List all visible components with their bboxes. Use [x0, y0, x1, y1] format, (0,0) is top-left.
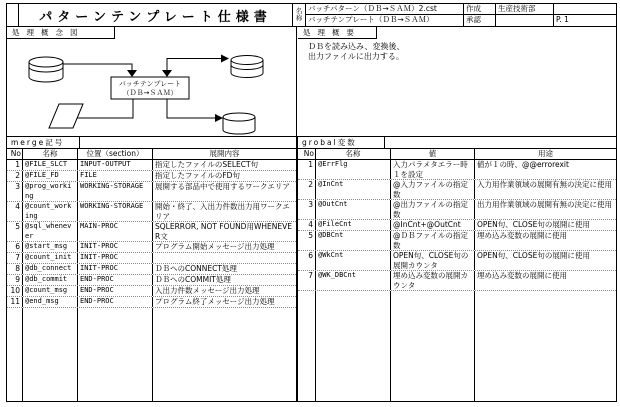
merge_table-cell-section: WORKING-STORAGE — [78, 202, 153, 221]
merge_table-cell-content: ＤＢへのCOMMIT処理 — [155, 275, 231, 284]
global_table-cell-usage: 入力用作業領域の展開有無の決定に使用 — [477, 180, 612, 189]
merge_table-cell-content: 開始・終了、入出力件数出力用ワークエリア — [155, 202, 290, 221]
table-row — [7, 160, 296, 171]
concept-section-label: 処理概念図 — [7, 27, 115, 39]
spec-sheet-page — [6, 3, 617, 402]
merge_table-cell-no: 9 — [7, 275, 23, 285]
overview-line-2: 出力ファイルに出力する。 — [308, 51, 404, 61]
global_table-cell-name: @FileCnt — [316, 220, 391, 230]
merge_table-cell-section: MAIN-PROC — [78, 222, 153, 241]
merge_table-cell-name: @FILE_FD — [23, 171, 78, 181]
global_table-cell-name: @InCnt — [316, 180, 391, 199]
empty-cell — [316, 291, 391, 401]
global_table-cell-no: 7 — [298, 271, 316, 290]
approved-value — [496, 15, 553, 26]
name-label-cell — [293, 4, 306, 26]
flow-diagram — [7, 27, 297, 136]
page-number: P. 1 — [556, 15, 569, 24]
global_table-cell-value: @InCnt+@OutCnt — [391, 220, 475, 230]
overview-line-1: ＤＢを読み込み、変換後、 — [308, 42, 405, 51]
global-col-no: No — [298, 149, 316, 159]
merge-col-section: 位置（section） — [78, 149, 153, 159]
global_table-cell-value: 入力パラメタエラー時１を設定 — [391, 160, 475, 179]
merge_table-cell-section: END-PROC — [78, 275, 153, 285]
merge-table-section-label: merge記号 — [7, 137, 80, 148]
global_table-cell-name: @ErrFlg — [316, 160, 391, 179]
global-table-empty-area — [298, 291, 616, 401]
global-variables-table — [297, 137, 616, 401]
overview-area — [298, 27, 616, 136]
merge_table-cell-name: @sql_whenever — [23, 222, 78, 241]
merge-col-content: 展開内容 — [209, 149, 240, 158]
merge-col-name: 名称 — [23, 149, 78, 159]
table-row — [298, 160, 616, 180]
approval-values — [496, 4, 554, 26]
global_table-cell-name: @DBCnt — [316, 231, 391, 250]
merge-symbol-table — [7, 137, 297, 401]
global_table-cell-usage: OPEN句、CLOSE句の展開に使用 — [477, 251, 590, 260]
table-row — [7, 286, 296, 297]
empty-cell — [298, 291, 316, 401]
global_table-cell-usage: 埋め込み変数の展開に使用 — [477, 271, 567, 280]
input-db-cylinder-icon — [29, 57, 63, 82]
global_table-cell-no: 6 — [298, 251, 316, 270]
flow-line-input-to-process — [63, 64, 132, 70]
merge_table-cell-no: 3 — [7, 182, 23, 201]
table-row — [298, 231, 616, 251]
global-table-section-label: grobal変数 — [298, 137, 385, 148]
merge_table-cell-content: 指定したファイルのSELECT句 — [155, 160, 259, 169]
empty-cell — [153, 308, 296, 401]
empty-cell — [475, 291, 616, 401]
global_table-cell-usage: 埋め込み変数の展開に使用 — [477, 231, 567, 240]
table-row — [298, 200, 616, 220]
table-row — [7, 202, 296, 222]
merge-table-empty-area — [7, 308, 296, 401]
merge_table-cell-no: 2 — [7, 171, 23, 181]
merge_table-cell-name: @db_connect — [23, 264, 78, 274]
arrowhead-right-icon — [221, 55, 229, 63]
table-row — [7, 275, 296, 286]
table-row — [7, 253, 296, 264]
document-name-1: バッチパターン（ＤＢ→ＳＡＭ）2.cst — [306, 4, 463, 15]
global_table-cell-usage: 出力用作業領域の展開有無の決定に使用 — [477, 200, 612, 209]
empty-cell — [78, 308, 153, 401]
merge_table-cell-content: 入出力件数メッセージ出力処理 — [155, 286, 260, 295]
merge_table-cell-name: @count_init — [23, 253, 78, 263]
merge_table-cell-no: 10 — [7, 286, 23, 296]
table-row — [298, 251, 616, 271]
merge_table-cell-section: END-PROC — [78, 297, 153, 307]
global_table-cell-usage: OPEN句、CLOSE句の展開に使用 — [477, 220, 590, 229]
global-col-usage: 用途 — [538, 149, 553, 158]
global-col-value: 値 — [391, 149, 475, 159]
empty-cell — [23, 308, 78, 401]
table-row — [298, 220, 616, 231]
empty-cell — [7, 308, 23, 401]
merge_table-cell-section: INPUT-OUTPUT — [78, 160, 153, 170]
flow-line-db-io — [167, 59, 221, 72]
merge_table-cell-no: 4 — [7, 202, 23, 221]
global_table-cell-name: @WK_DBCnt — [316, 271, 391, 290]
concept-diagram-area — [7, 27, 297, 136]
merge_table-cell-name: @prog_working — [23, 182, 78, 201]
merge_table-cell-no: 1 — [7, 160, 23, 170]
arrowhead-down-icon — [162, 70, 172, 77]
table-row — [298, 271, 616, 291]
arrowhead-down-icon — [127, 70, 137, 77]
created-label: 作成 — [464, 4, 495, 15]
table-row — [7, 171, 296, 182]
merge_table-cell-content: SQLERROR, NOT FOUND用WHENEVER文 — [155, 222, 292, 241]
merge_table-cell-section: INIT-PROC — [78, 242, 153, 252]
flow-line-process-to-output — [167, 99, 215, 118]
header-band — [7, 4, 616, 27]
table-row — [7, 182, 296, 202]
approved-label: 承認 — [466, 15, 481, 24]
global_table-cell-usage: 値が１の時、@@errorexit — [477, 160, 569, 169]
approval-labels — [464, 4, 496, 26]
empty-cell — [391, 291, 475, 401]
table-row — [7, 242, 296, 253]
merge-col-no: No — [7, 149, 23, 159]
merge_table-cell-no: 5 — [7, 222, 23, 241]
merge_table-cell-content: プログラム開始メッセージ出力処理 — [155, 242, 275, 251]
global_table-cell-value: @入力ファイルの指定数 — [391, 180, 475, 199]
header-empty-cell — [554, 4, 616, 15]
merge_table-cell-content: ＤＢへのCONNECT処理 — [155, 264, 237, 273]
global_table-cell-no: 1 — [298, 160, 316, 179]
table-row — [298, 180, 616, 200]
global_table-cell-name: @WkCnt — [316, 251, 391, 270]
arrowhead-right-icon — [215, 114, 223, 122]
global_table-cell-no: 2 — [298, 180, 316, 199]
merge-table-label-row — [7, 137, 296, 149]
merge_table-cell-no: 11 — [7, 297, 23, 307]
output-file-cylinder-icon — [223, 113, 255, 134]
merge_table-cell-name: @db_commit — [23, 275, 78, 285]
global_table-cell-name: @OutCnt — [316, 200, 391, 219]
process-box-label-line1: バッチテンプレート — [118, 80, 182, 88]
global-table-header — [298, 149, 616, 160]
merge_table-cell-name: @end_msg — [23, 297, 78, 307]
global_table-cell-no: 4 — [298, 220, 316, 230]
global_table-cell-value: @ＤＢファイルの指定数 — [391, 231, 475, 250]
merge_table-cell-name: @start_msg — [23, 242, 78, 252]
merge_table-cell-name: @count_working — [23, 202, 78, 221]
merge_table-cell-name: @FILE_SLCT — [23, 160, 78, 170]
merge_table-cell-section: END-PROC — [78, 286, 153, 296]
merge_table-cell-content: 指定したファイルのFD句 — [155, 171, 240, 180]
table-row — [7, 222, 296, 242]
output-db-cylinder-icon — [231, 56, 263, 78]
merge_table-cell-content: 展開する部品中で使用するワークエリア — [155, 182, 290, 191]
document-name-2: バッチテンプレート（ＤＢ→ＳＡＭ） — [308, 15, 434, 24]
header-corner-cell — [7, 4, 19, 26]
merge_table-cell-section: WORKING-STORAGE — [78, 182, 153, 201]
global_table-cell-value: @出力ファイルの指定数 — [391, 200, 475, 219]
merge_table-cell-section: FILE — [78, 171, 153, 181]
merge_table-cell-no: 6 — [7, 242, 23, 252]
merge_table-cell-content — [153, 253, 296, 263]
merge_table-cell-no: 7 — [7, 253, 23, 263]
overview-section-label: 処理概要 — [298, 27, 377, 39]
document-names — [306, 4, 464, 26]
flow-line-param-to-process — [77, 99, 133, 118]
name-label-char1: 名 — [295, 7, 303, 15]
tables-band — [7, 136, 616, 401]
global-table-label-row — [298, 137, 616, 149]
merge_table-cell-content: プログラム終了メッセージ出力処理 — [155, 297, 275, 306]
created-value: 生産技術部 — [496, 4, 553, 15]
merge-table-header — [7, 149, 296, 160]
merge_table-cell-no: 8 — [7, 264, 23, 274]
page-number-cell — [554, 4, 616, 26]
merge_table-cell-section: INIT-PROC — [78, 264, 153, 274]
global-col-name: 名称 — [316, 149, 391, 159]
global_table-cell-value: 埋め込み変数の展開カウンタ — [391, 271, 475, 290]
global_table-cell-no: 5 — [298, 231, 316, 250]
merge_table-cell-section: INIT-PROC — [78, 253, 153, 263]
merge_table-cell-name: @count_msg — [23, 286, 78, 296]
global_table-cell-value: OPEN句、CLOSE句の展開カウンタ — [391, 251, 475, 270]
table-row — [7, 264, 296, 275]
parameter-file-parallelogram — [49, 104, 83, 128]
global_table-cell-no: 3 — [298, 200, 316, 219]
name-label-char2: 称 — [295, 14, 303, 22]
page-title: パターンテンプレート仕様書 — [19, 4, 293, 26]
table-row — [7, 297, 296, 308]
process-box-label-line2: （ＤＢ→ＳＡＭ） — [122, 89, 178, 97]
